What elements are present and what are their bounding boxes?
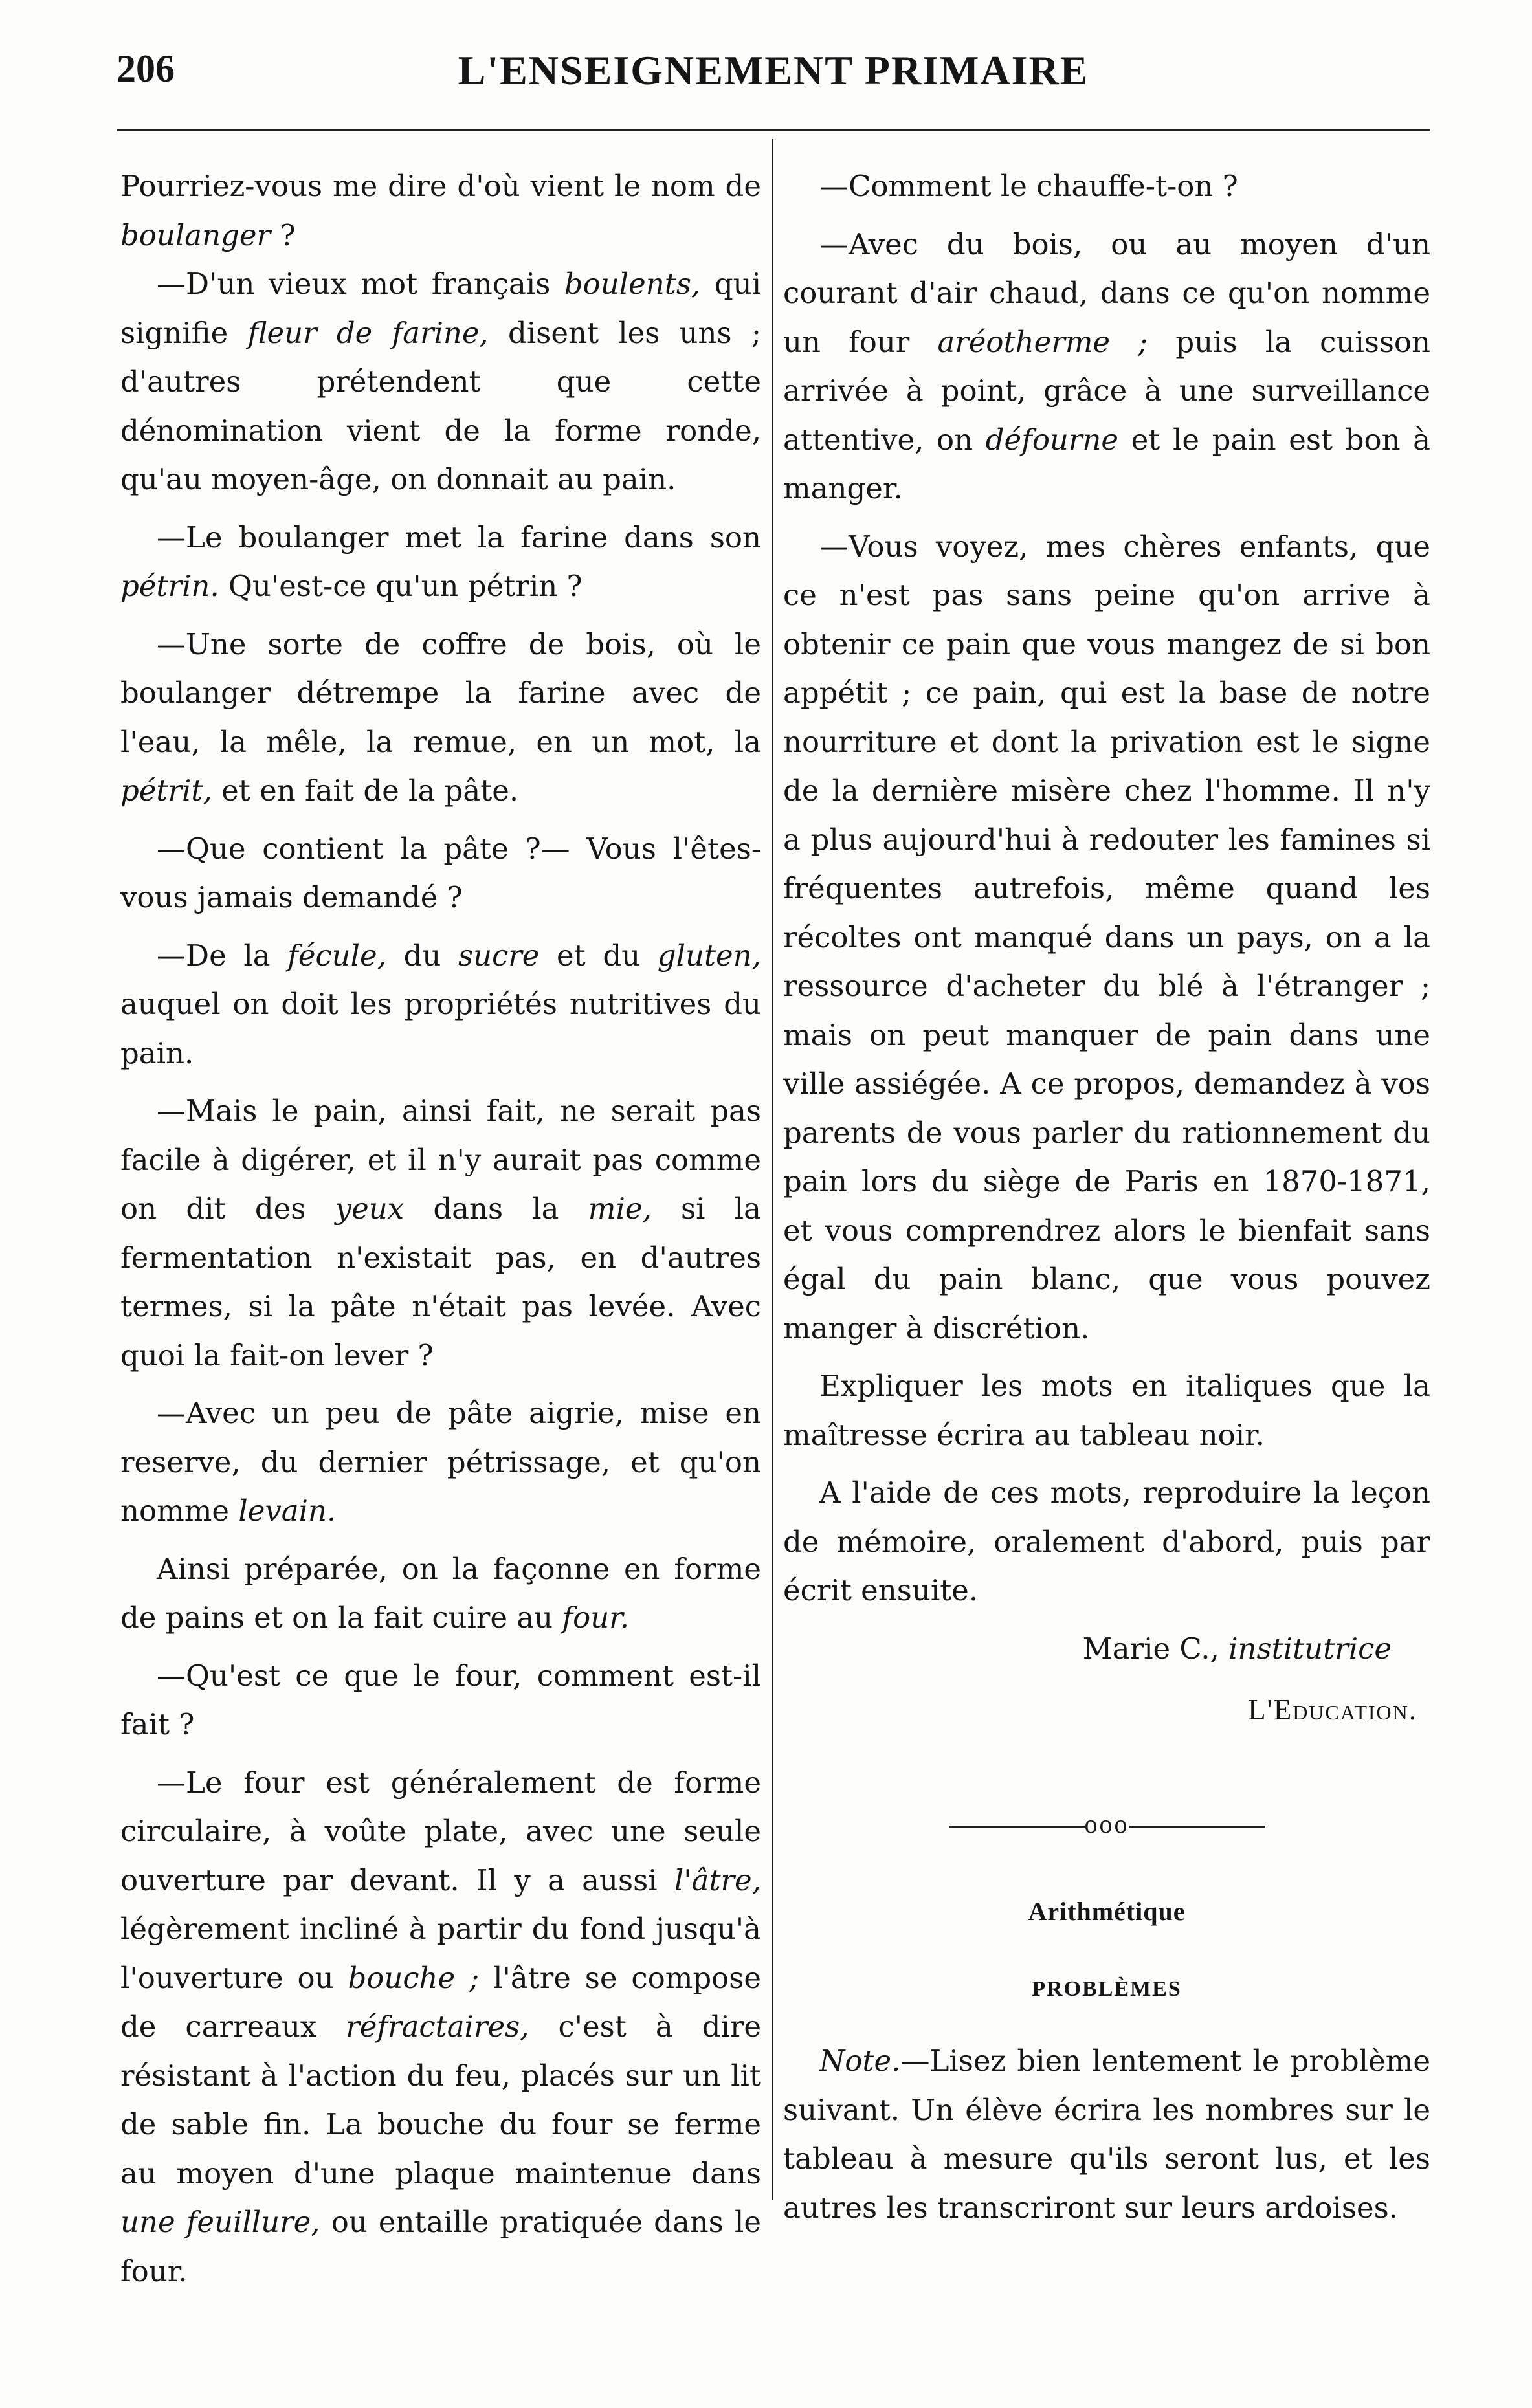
- paragraph: —Vous voyez, mes chères enfants, que ce n'est pas sans peine qu'on arrive à obtenir ce pain que vous mangez de si bon appétit ; ce pain, qui est la base de notre nourriture et dont la privation est le signe de la dernière misère chez l'homme. Il n'y a plus aujourd'hui à redouter les famines si fréquentes autrefois, même quand les récoltes ont manqué dans un pays, on a la ressource d'acheter du blé à l'étranger ; mais on peut manquer de pain dans une ville assiégée. A ce propos, demandez à vos parents de vous parler du rationnement du pain lors du siège de Paris en 1870-1871, et vous comprendrez alors le bienfait sans égal du pain blanc, que vous pouvez manger à discrétion.: [783, 529, 1430, 1345]
- paragraph: —Qu'est ce que le four, comment est-il fait ?: [120, 1658, 761, 1741]
- page-number: 206: [117, 47, 175, 90]
- signature: Marie C., institutrice: [1082, 1631, 1392, 1666]
- header-rule: [117, 129, 1430, 131]
- paragraph: Expliquer les mots en italiques que la maîtresse écrira au tableau noir.: [783, 1369, 1430, 1452]
- section-title: Arithmétique: [1028, 1897, 1186, 1926]
- paragraph: Pourriez-vous me dire d'où vient le nom de boulanger ?: [120, 169, 761, 252]
- paragraph: —Une sorte de coffre de bois, où le boulanger détrempe la farine avec de l'eau, la mêle, la remue, en un mot, la pétrit, et en fait de la pâte.: [120, 626, 761, 808]
- paragraph: —Le boulanger met la farine dans son pétrin. Qu'est-ce qu'un pétrin ?: [120, 520, 761, 603]
- section-subtitle: PROBLÈMES: [1032, 1976, 1182, 2001]
- paragraph: —De la fécule, du sucre et du gluten, auquel on doit les propriétés nutritives du pain.: [120, 938, 761, 1070]
- paragraph: —D'un vieux mot français boulents, qui signifie fleur de farine, disent les uns ; d'autres prétendent que cette dénomination vient de la forme ronde, qu'au moyen-âge, on donnait au pain.: [120, 267, 762, 496]
- paragraph: —Le four est généralement de forme circulaire, à voûte plate, avec une seule ouverture par devant. Il y a aussi l'âtre, légèrement incliné à partir du fond jusqu'à l'ouverture ou bouche ; l'âtre se compose de carreaux réfractaires, c'est à dire résistant à l'action du feu, placés sur un lit de sable fin. La bouche du four se ferme au moyen d'une plaque maintenue dans une feuillure, ou entaille pratiquée dans le four.: [120, 1765, 761, 2288]
- section-separator: ooo: [783, 1800, 1430, 1849]
- column-divider: [772, 139, 773, 2200]
- right-column: [783, 162, 1430, 2232]
- paragraph: —Comment le chauffe-t-on ?: [819, 169, 1238, 203]
- paragraph: A l'aide de ces mots, reproduire la leçon de mémoire, oralement d'abord, puis par écrit ensuite.: [783, 1475, 1430, 1607]
- note-paragraph: Note.—Lisez bien lentement le problème suivant. Un élève écrira les nombres sur le tableau à mesure qu'ils seront lus, et les autres les transcriront sur leurs ardoises.: [783, 2044, 1430, 2225]
- page-header: [117, 47, 1430, 111]
- paragraph: —Que contient la pâte ?— Vous l'êtes-vous jamais demandé ?: [120, 831, 761, 914]
- paragraph: Ainsi préparée, on la façonne en forme de pains et on la fait cuire au four.: [120, 1551, 761, 1635]
- paragraph: —Avec du bois, ou au moyen d'un courant d'air chaud, dans ce qu'on nomme un four aréotherme ; puis la cuisson arrivée à point, grâce à une surveillance attentive, on défourne et le pain est bon à manger.: [783, 226, 1430, 505]
- paragraph: —Mais le pain, ainsi fait, ne serait pas facile à digérer, et il n'y aurait pas comme on dit des yeux dans la mie, si la fermentation n'existait pas, en d'autres termes, si la pâte n'était pas levée. Avec quoi la fait-on lever ?: [120, 1094, 761, 1373]
- journal-title: L'ENSEIGNEMENT PRIMAIRE: [458, 47, 1089, 93]
- source-attribution: L'Education.: [1248, 1694, 1417, 1726]
- paragraph: —Avec un peu de pâte aigrie, mise en reserve, du dernier pétrissage, et qu'on nomme levain.: [120, 1396, 761, 1528]
- left-column: [120, 162, 761, 2295]
